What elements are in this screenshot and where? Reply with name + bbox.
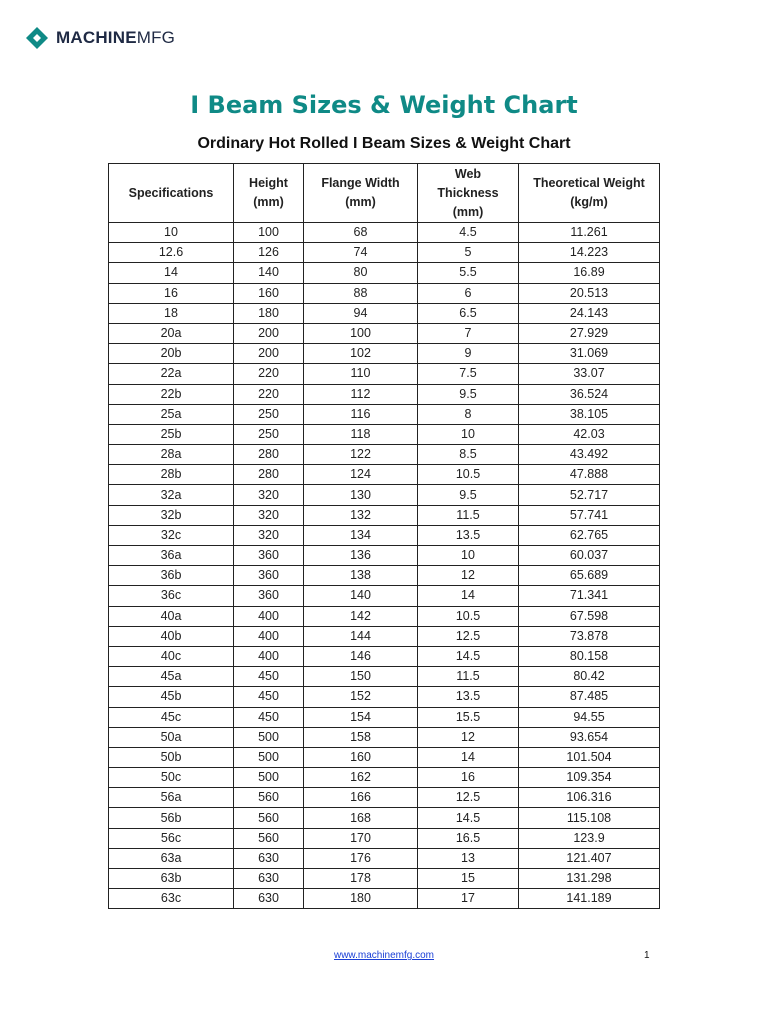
page-title: I Beam Sizes & Weight Chart: [190, 91, 578, 119]
table-cell: 45c: [109, 707, 234, 727]
table-cell: 140: [234, 263, 304, 283]
table-cell: 22a: [109, 364, 234, 384]
table-row: [109, 727, 660, 747]
table-cell: 110: [304, 364, 418, 384]
table-cell: 67.598: [519, 606, 660, 626]
table-cell: 162: [304, 768, 418, 788]
table-cell: 8: [418, 404, 519, 424]
table-cell: 7: [418, 323, 519, 343]
table-cell: 131.298: [519, 869, 660, 889]
table-cell: 142: [304, 606, 418, 626]
table-cell: 20a: [109, 323, 234, 343]
table-cell: 160: [234, 283, 304, 303]
table-cell: 5: [418, 243, 519, 263]
table-cell: 50b: [109, 747, 234, 767]
table-cell: 102: [304, 344, 418, 364]
table-row: [109, 364, 660, 384]
table-cell: 109.354: [519, 768, 660, 788]
table-cell: 5.5: [418, 263, 519, 283]
table-cell: 320: [234, 525, 304, 545]
table-cell: 10.5: [418, 606, 519, 626]
table-cell: 154: [304, 707, 418, 727]
table-cell: 10.5: [418, 465, 519, 485]
table-cell: 15: [418, 869, 519, 889]
table-cell: 14.5: [418, 646, 519, 666]
table-cell: 124: [304, 465, 418, 485]
table-row: [109, 303, 660, 323]
table-cell: 11.5: [418, 505, 519, 525]
table-cell: 112: [304, 384, 418, 404]
table-cell: 168: [304, 808, 418, 828]
table-cell: 115.108: [519, 808, 660, 828]
table-cell: 630: [234, 869, 304, 889]
table-cell: 25a: [109, 404, 234, 424]
table-cell: 138: [304, 566, 418, 586]
table-cell: 10: [418, 546, 519, 566]
table-cell: 60.037: [519, 546, 660, 566]
table-cell: 144: [304, 626, 418, 646]
table-cell: 132: [304, 505, 418, 525]
table-cell: 80: [304, 263, 418, 283]
table-row: [109, 707, 660, 727]
table-cell: 146: [304, 646, 418, 666]
table-cell: 33.07: [519, 364, 660, 384]
header-theoretical-weight: Theoretical Weight (kg/m): [519, 164, 660, 223]
table-cell: 13.5: [418, 687, 519, 707]
table-cell: 450: [234, 667, 304, 687]
table-cell: 47.888: [519, 465, 660, 485]
table-cell: 116: [304, 404, 418, 424]
table-cell: 106.316: [519, 788, 660, 808]
table-cell: 11.261: [519, 223, 660, 243]
table-row: [109, 445, 660, 465]
table-cell: 24.143: [519, 303, 660, 323]
table-cell: 88: [304, 283, 418, 303]
table-cell: 121.407: [519, 848, 660, 868]
table-cell: 10: [418, 424, 519, 444]
table-cell: 27.929: [519, 323, 660, 343]
table-cell: 9.5: [418, 485, 519, 505]
table-cell: 12.5: [418, 788, 519, 808]
table-cell: 56b: [109, 808, 234, 828]
table-cell: 8.5: [418, 445, 519, 465]
table-row: [109, 626, 660, 646]
table-row: [109, 243, 660, 263]
table-cell: 101.504: [519, 747, 660, 767]
table-cell: 141.189: [519, 889, 660, 909]
table-cell: 400: [234, 646, 304, 666]
table-cell: 93.654: [519, 727, 660, 747]
table-cell: 100: [234, 223, 304, 243]
table-cell: 14: [418, 747, 519, 767]
table-cell: 14: [109, 263, 234, 283]
table-cell: 40a: [109, 606, 234, 626]
table-cell: 180: [234, 303, 304, 323]
table-row: [109, 223, 660, 243]
table-cell: 140: [304, 586, 418, 606]
table-cell: 220: [234, 364, 304, 384]
table-cell: 50a: [109, 727, 234, 747]
header-height: Height (mm): [234, 164, 304, 223]
table-cell: 52.717: [519, 485, 660, 505]
table-row: [109, 889, 660, 909]
table-cell: 71.341: [519, 586, 660, 606]
table-cell: 630: [234, 889, 304, 909]
table-cell: 63c: [109, 889, 234, 909]
table-cell: 87.485: [519, 687, 660, 707]
table-cell: 14: [418, 586, 519, 606]
table-cell: 80.42: [519, 667, 660, 687]
table-row: [109, 606, 660, 626]
table-row: [109, 586, 660, 606]
table-cell: 94.55: [519, 707, 660, 727]
table-cell: 36.524: [519, 384, 660, 404]
table-row: [109, 283, 660, 303]
table-cell: 80.158: [519, 646, 660, 666]
table-cell: 14.5: [418, 808, 519, 828]
table-cell: 500: [234, 768, 304, 788]
table-cell: 178: [304, 869, 418, 889]
table-row: [109, 646, 660, 666]
table-body: [109, 223, 660, 909]
table-cell: 150: [304, 667, 418, 687]
table-cell: 43.492: [519, 445, 660, 465]
table-cell: 134: [304, 525, 418, 545]
table-cell: 400: [234, 626, 304, 646]
brand-name-bold: MACHINE: [56, 28, 137, 47]
table-row: [109, 687, 660, 707]
table-row: [109, 768, 660, 788]
table-cell: 13: [418, 848, 519, 868]
table-cell: 63a: [109, 848, 234, 868]
table-cell: 68: [304, 223, 418, 243]
table-cell: 57.741: [519, 505, 660, 525]
table-cell: 136: [304, 546, 418, 566]
table-cell: 94: [304, 303, 418, 323]
diamond-logo-icon: [26, 27, 48, 49]
table-cell: 12: [418, 727, 519, 747]
table-cell: 6.5: [418, 303, 519, 323]
table-cell: 130: [304, 485, 418, 505]
table-cell: 16.5: [418, 828, 519, 848]
table-cell: 36b: [109, 566, 234, 586]
table-cell: 118: [304, 424, 418, 444]
table-row: [109, 828, 660, 848]
table-row: [109, 424, 660, 444]
table-cell: 45b: [109, 687, 234, 707]
header-specifications: Specifications: [109, 164, 234, 223]
table-cell: 63b: [109, 869, 234, 889]
table-cell: 250: [234, 404, 304, 424]
table-cell: 12.5: [418, 626, 519, 646]
table-cell: 32a: [109, 485, 234, 505]
table-header-row: [109, 164, 660, 223]
header-flange-width: Flange Width (mm): [304, 164, 418, 223]
table-cell: 200: [234, 344, 304, 364]
table-cell: 40c: [109, 646, 234, 666]
page-number: 1: [644, 950, 650, 961]
header-web-thickness: Web Thickness (mm): [418, 164, 519, 223]
table-cell: 16: [418, 768, 519, 788]
table-cell: 560: [234, 808, 304, 828]
table-cell: 122: [304, 445, 418, 465]
table-row: [109, 485, 660, 505]
table-cell: 6: [418, 283, 519, 303]
table-cell: 9.5: [418, 384, 519, 404]
table-cell: 17: [418, 889, 519, 909]
table-row: [109, 404, 660, 424]
brand-name-light: MFG: [136, 28, 176, 47]
table-cell: 360: [234, 546, 304, 566]
table-row: [109, 808, 660, 828]
table-row: [109, 384, 660, 404]
table-cell: 36a: [109, 546, 234, 566]
table-cell: 65.689: [519, 566, 660, 586]
chart-subtitle: Ordinary Hot Rolled I Beam Sizes & Weight Chart: [197, 135, 571, 152]
table-cell: 10: [109, 223, 234, 243]
table-cell: 18: [109, 303, 234, 323]
table-cell: 158: [304, 727, 418, 747]
table-row: [109, 323, 660, 343]
table-cell: 280: [234, 465, 304, 485]
table-row: [109, 546, 660, 566]
table-cell: 500: [234, 747, 304, 767]
table-row: [109, 566, 660, 586]
table-cell: 36c: [109, 586, 234, 606]
table-row: [109, 465, 660, 485]
table-cell: 32b: [109, 505, 234, 525]
table-cell: 73.878: [519, 626, 660, 646]
table-row: [109, 747, 660, 767]
brand-logo: [26, 26, 175, 50]
table-cell: 220: [234, 384, 304, 404]
table-cell: 560: [234, 788, 304, 808]
table-cell: 12.6: [109, 243, 234, 263]
table-cell: 7.5: [418, 364, 519, 384]
table-cell: 9: [418, 344, 519, 364]
table-cell: 28b: [109, 465, 234, 485]
table-cell: 160: [304, 747, 418, 767]
table-cell: 126: [234, 243, 304, 263]
table-cell: 320: [234, 505, 304, 525]
table-cell: 100: [304, 323, 418, 343]
table-cell: 15.5: [418, 707, 519, 727]
table-cell: 500: [234, 727, 304, 747]
table-cell: 180: [304, 889, 418, 909]
table-cell: 630: [234, 848, 304, 868]
table-cell: 31.069: [519, 344, 660, 364]
table-cell: 28a: [109, 445, 234, 465]
table-cell: 560: [234, 828, 304, 848]
table-cell: 42.03: [519, 424, 660, 444]
website-link[interactable]: www.machinemfg.com: [333, 950, 435, 961]
table-row: [109, 848, 660, 868]
table-cell: 176: [304, 848, 418, 868]
table-cell: 250: [234, 424, 304, 444]
table-cell: 400: [234, 606, 304, 626]
table-cell: 56c: [109, 828, 234, 848]
table-cell: 13.5: [418, 525, 519, 545]
table-cell: 450: [234, 687, 304, 707]
table-cell: 16.89: [519, 263, 660, 283]
table-cell: 200: [234, 323, 304, 343]
table-cell: 14.223: [519, 243, 660, 263]
table-cell: 20.513: [519, 283, 660, 303]
table-cell: 12: [418, 566, 519, 586]
table-cell: 123.9: [519, 828, 660, 848]
table-cell: 166: [304, 788, 418, 808]
table-cell: 38.105: [519, 404, 660, 424]
table-row: [109, 525, 660, 545]
table-row: [109, 344, 660, 364]
table-row: [109, 263, 660, 283]
table-cell: 320: [234, 485, 304, 505]
brand-name: [56, 27, 175, 49]
table-cell: 4.5: [418, 223, 519, 243]
table-cell: 32c: [109, 525, 234, 545]
table-cell: 40b: [109, 626, 234, 646]
table-row: [109, 667, 660, 687]
i-beam-table: [108, 163, 660, 909]
table-cell: 74: [304, 243, 418, 263]
table-cell: 20b: [109, 344, 234, 364]
table-cell: 16: [109, 283, 234, 303]
table-cell: 22b: [109, 384, 234, 404]
table-cell: 50c: [109, 768, 234, 788]
table-cell: 45a: [109, 667, 234, 687]
table-cell: 360: [234, 586, 304, 606]
table-cell: 56a: [109, 788, 234, 808]
table-cell: 152: [304, 687, 418, 707]
table-cell: 62.765: [519, 525, 660, 545]
table-cell: 170: [304, 828, 418, 848]
table-row: [109, 505, 660, 525]
table-cell: 25b: [109, 424, 234, 444]
table-row: [109, 788, 660, 808]
table-cell: 450: [234, 707, 304, 727]
table-row: [109, 869, 660, 889]
table-cell: 360: [234, 566, 304, 586]
table-cell: 280: [234, 445, 304, 465]
table-cell: 11.5: [418, 667, 519, 687]
